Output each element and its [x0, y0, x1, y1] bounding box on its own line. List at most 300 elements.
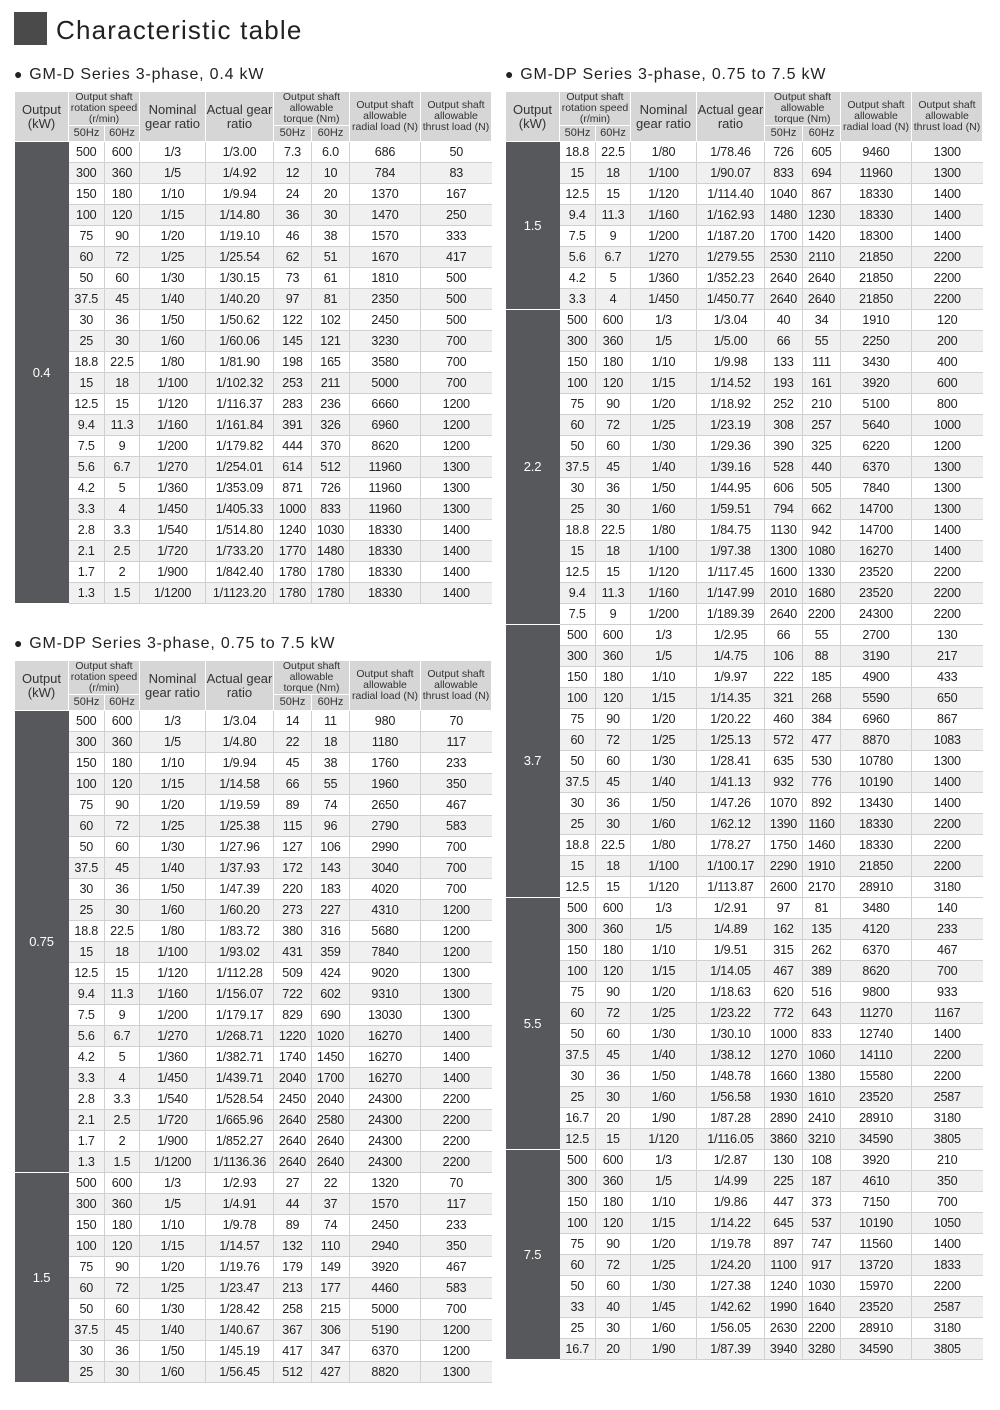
output-kw-cell: 1.5	[506, 142, 560, 310]
torque-60hz-cell: 776	[803, 772, 841, 793]
thrust-load-cell: 2200	[912, 835, 983, 856]
speed-60hz-cell: 72	[596, 730, 631, 751]
torque-60hz-cell: 1160	[803, 814, 841, 835]
speed-60hz-cell: 60	[596, 1024, 631, 1045]
nominal-ratio-cell: 1/160	[631, 583, 697, 604]
thrust-load-cell: 700	[421, 879, 492, 900]
speed-60hz-cell: 4	[105, 499, 140, 520]
thrust-load-cell: 417	[421, 247, 492, 268]
torque-60hz-cell: 110	[312, 1236, 350, 1257]
nominal-ratio-cell: 1/200	[631, 604, 697, 625]
speed-50hz-cell: 7.5	[560, 226, 596, 247]
speed-60hz-cell: 5	[105, 478, 140, 499]
radial-load-cell: 5190	[350, 1320, 421, 1341]
thrust-load-cell: 130	[912, 625, 983, 646]
torque-60hz-cell: 3280	[803, 1339, 841, 1360]
speed-60hz-cell: 4	[105, 1068, 140, 1089]
nominal-ratio-cell: 1/45	[631, 1297, 697, 1318]
radial-load-cell: 21850	[841, 268, 912, 289]
speed-50hz-cell: 5.6	[69, 1026, 105, 1047]
torque-50hz-cell: 115	[274, 816, 312, 837]
speed-50hz-cell: 60	[560, 1003, 596, 1024]
speed-50hz-cell: 25	[560, 1087, 596, 1108]
torque-60hz-cell: 833	[803, 1024, 841, 1045]
header-actual-ratio: Actual gear ratio	[697, 92, 765, 142]
speed-50hz-cell: 3.3	[69, 1068, 105, 1089]
thrust-load-cell: 233	[912, 919, 983, 940]
torque-60hz-cell: 602	[312, 984, 350, 1005]
speed-50hz-cell: 37.5	[560, 1045, 596, 1066]
actual-ratio-cell: 1/27.38	[697, 1276, 765, 1297]
radial-load-cell: 1570	[350, 226, 421, 247]
torque-50hz-cell: 308	[765, 415, 803, 436]
nominal-ratio-cell: 1/80	[140, 352, 206, 373]
radial-load-cell: 9310	[350, 984, 421, 1005]
radial-load-cell: 21850	[841, 289, 912, 310]
speed-50hz-cell: 100	[69, 1236, 105, 1257]
table-row	[15, 1152, 492, 1173]
thrust-load-cell: 700	[912, 961, 983, 982]
speed-50hz-cell: 5.6	[560, 247, 596, 268]
actual-ratio-cell: 1/14.22	[697, 1213, 765, 1234]
actual-ratio-cell: 1/9.86	[697, 1192, 765, 1213]
thrust-load-cell: 1200	[421, 1341, 492, 1362]
torque-50hz-cell: 444	[274, 436, 312, 457]
torque-50hz-cell: 162	[765, 919, 803, 940]
table-row	[15, 1236, 492, 1257]
thrust-load-cell: 1400	[421, 1026, 492, 1047]
speed-60hz-cell: 30	[105, 1362, 140, 1383]
table-row	[506, 1087, 983, 1108]
header-radial-load: Output shaft allowable radial load (N)	[350, 661, 421, 711]
speed-60hz-cell: 36	[596, 793, 631, 814]
torque-60hz-cell: 183	[312, 879, 350, 900]
speed-60hz-cell: 72	[596, 415, 631, 436]
table-row	[506, 856, 983, 877]
table-row	[506, 478, 983, 499]
torque-50hz-cell: 367	[274, 1320, 312, 1341]
speed-50hz-cell: 7.5	[69, 436, 105, 457]
actual-ratio-cell: 1/59.51	[697, 499, 765, 520]
nominal-ratio-cell: 1/90	[631, 1339, 697, 1360]
thrust-load-cell: 1400	[912, 772, 983, 793]
radial-load-cell: 16270	[841, 541, 912, 562]
thrust-load-cell: 1400	[912, 205, 983, 226]
nominal-ratio-cell: 1/3	[631, 898, 697, 919]
speed-50hz-cell: 300	[560, 1171, 596, 1192]
actual-ratio-cell: 1/93.02	[206, 942, 274, 963]
torque-50hz-cell: 2010	[765, 583, 803, 604]
torque-60hz-cell: 38	[312, 226, 350, 247]
section-title-text: GM-DP Series 3-phase, 0.75 to 7.5 kW	[520, 66, 827, 83]
radial-load-cell: 3230	[350, 331, 421, 352]
thrust-load-cell: 1400	[912, 1234, 983, 1255]
actual-ratio-cell: 1/84.75	[697, 520, 765, 541]
header-thrust-load: Output shaft allowable thrust load (N)	[421, 661, 492, 711]
actual-ratio-cell: 1/60.06	[206, 331, 274, 352]
speed-50hz-cell: 300	[69, 163, 105, 184]
nominal-ratio-cell: 1/160	[140, 415, 206, 436]
radial-load-cell: 7840	[350, 942, 421, 963]
torque-60hz-cell: 1780	[312, 583, 350, 604]
actual-ratio-cell: 1/48.78	[697, 1066, 765, 1087]
table-row	[15, 753, 492, 774]
thrust-load-cell: 1400	[912, 184, 983, 205]
speed-60hz-cell: 15	[596, 562, 631, 583]
nominal-ratio-cell: 1/10	[631, 352, 697, 373]
radial-load-cell: 1810	[350, 268, 421, 289]
torque-50hz-cell: 1220	[274, 1026, 312, 1047]
torque-60hz-cell: 74	[312, 1215, 350, 1236]
torque-50hz-cell: 2600	[765, 877, 803, 898]
radial-load-cell: 2650	[350, 795, 421, 816]
actual-ratio-cell: 1/47.26	[697, 793, 765, 814]
nominal-ratio-cell: 1/5	[631, 331, 697, 352]
actual-ratio-cell: 1/97.38	[697, 541, 765, 562]
torque-60hz-cell: 187	[803, 1171, 841, 1192]
speed-50hz-cell: 12.5	[560, 184, 596, 205]
torque-60hz-cell: 2410	[803, 1108, 841, 1129]
speed-50hz-cell: 15	[69, 373, 105, 394]
torque-60hz-cell: 505	[803, 478, 841, 499]
speed-50hz-cell: 18.8	[560, 142, 596, 163]
thrust-load-cell: 867	[912, 709, 983, 730]
torque-50hz-cell: 431	[274, 942, 312, 963]
torque-60hz-cell: 384	[803, 709, 841, 730]
nominal-ratio-cell: 1/3	[140, 142, 206, 163]
speed-60hz-cell: 4	[596, 289, 631, 310]
torque-60hz-cell: 316	[312, 921, 350, 942]
torque-50hz-cell: 273	[274, 900, 312, 921]
speed-50hz-cell: 300	[560, 646, 596, 667]
thrust-load-cell: 467	[421, 795, 492, 816]
actual-ratio-cell: 1/40.20	[206, 289, 274, 310]
table-row	[15, 900, 492, 921]
speed-60hz-cell: 180	[596, 352, 631, 373]
speed-60hz-cell: 90	[596, 1234, 631, 1255]
table-row	[506, 436, 983, 457]
torque-50hz-cell: 2640	[274, 1110, 312, 1131]
torque-50hz-cell: 222	[765, 667, 803, 688]
torque-50hz-cell: 1660	[765, 1066, 803, 1087]
table-row	[15, 163, 492, 184]
radial-load-cell: 6960	[350, 415, 421, 436]
nominal-ratio-cell: 1/200	[631, 226, 697, 247]
speed-60hz-cell: 72	[596, 1255, 631, 1276]
radial-load-cell: 1320	[350, 1173, 421, 1194]
thrust-load-cell: 1400	[421, 562, 492, 583]
nominal-ratio-cell: 1/5	[140, 163, 206, 184]
torque-50hz-cell: 512	[274, 1362, 312, 1383]
torque-60hz-cell: 61	[312, 268, 350, 289]
torque-60hz-cell: 2170	[803, 877, 841, 898]
table-row	[506, 289, 983, 310]
torque-60hz-cell: 537	[803, 1213, 841, 1234]
header-torque-50hz: 50Hz	[274, 695, 312, 711]
header-nominal-ratio: Nominal gear ratio	[140, 92, 206, 142]
nominal-ratio-cell: 1/50	[631, 1066, 697, 1087]
bullet-icon: ●	[14, 635, 24, 651]
nominal-ratio-cell: 1/50	[140, 1341, 206, 1362]
thrust-load-cell: 200	[912, 331, 983, 352]
thrust-load-cell: 1300	[912, 751, 983, 772]
output-kw-cell: 5.5	[506, 898, 560, 1150]
speed-50hz-cell: 37.5	[560, 457, 596, 478]
thrust-load-cell: 700	[912, 1192, 983, 1213]
thrust-load-cell: 2200	[421, 1089, 492, 1110]
speed-50hz-cell: 15	[69, 942, 105, 963]
torque-60hz-cell: 690	[312, 1005, 350, 1026]
thrust-load-cell: 700	[421, 837, 492, 858]
torque-50hz-cell: 620	[765, 982, 803, 1003]
nominal-ratio-cell: 1/100	[631, 541, 697, 562]
speed-60hz-cell: 600	[596, 310, 631, 331]
speed-50hz-cell: 300	[69, 1194, 105, 1215]
speed-60hz-cell: 11.3	[105, 415, 140, 436]
table-row	[15, 1362, 492, 1383]
radial-load-cell: 2940	[350, 1236, 421, 1257]
radial-load-cell: 3480	[841, 898, 912, 919]
torque-50hz-cell: 73	[274, 268, 312, 289]
thrust-load-cell: 1200	[912, 436, 983, 457]
thrust-load-cell: 700	[421, 858, 492, 879]
torque-60hz-cell: 165	[312, 352, 350, 373]
table-row	[15, 520, 492, 541]
torque-50hz-cell: 2890	[765, 1108, 803, 1129]
speed-60hz-cell: 22.5	[105, 921, 140, 942]
torque-60hz-cell: 268	[803, 688, 841, 709]
speed-60hz-cell: 2.5	[105, 1110, 140, 1131]
actual-ratio-cell: 1/78.46	[697, 142, 765, 163]
torque-60hz-cell: 81	[803, 898, 841, 919]
nominal-ratio-cell: 1/200	[140, 1005, 206, 1026]
speed-50hz-cell: 18.8	[560, 835, 596, 856]
torque-60hz-cell: 1680	[803, 583, 841, 604]
actual-ratio-cell: 1/116.37	[206, 394, 274, 415]
nominal-ratio-cell: 1/30	[140, 1299, 206, 1320]
thrust-load-cell: 250	[421, 205, 492, 226]
nominal-ratio-cell: 1/3	[631, 1150, 697, 1171]
torque-60hz-cell: 833	[312, 499, 350, 520]
table-row	[506, 898, 983, 919]
torque-60hz-cell: 440	[803, 457, 841, 478]
actual-ratio-cell: 1/42.62	[697, 1297, 765, 1318]
actual-ratio-cell: 1/4.75	[697, 646, 765, 667]
nominal-ratio-cell: 1/10	[140, 184, 206, 205]
table-row	[506, 268, 983, 289]
radial-load-cell: 11960	[350, 457, 421, 478]
thrust-load-cell: 700	[421, 373, 492, 394]
thrust-load-cell: 70	[421, 1173, 492, 1194]
speed-50hz-cell: 12.5	[560, 877, 596, 898]
torque-50hz-cell: 1740	[274, 1047, 312, 1068]
torque-60hz-cell: 1460	[803, 835, 841, 856]
table-row	[15, 142, 492, 163]
header-speed-50hz: 50Hz	[69, 126, 105, 142]
torque-50hz-cell: 1300	[765, 541, 803, 562]
speed-60hz-cell: 180	[596, 940, 631, 961]
table-row	[506, 1150, 983, 1171]
nominal-ratio-cell: 1/60	[631, 1087, 697, 1108]
nominal-ratio-cell: 1/30	[631, 751, 697, 772]
thrust-load-cell: 2200	[912, 289, 983, 310]
radial-load-cell: 24300	[350, 1089, 421, 1110]
nominal-ratio-cell: 1/30	[631, 1276, 697, 1297]
torque-50hz-cell: 1000	[765, 1024, 803, 1045]
nominal-ratio-cell: 1/25	[140, 247, 206, 268]
speed-60hz-cell: 22.5	[596, 520, 631, 541]
torque-50hz-cell: 106	[765, 646, 803, 667]
actual-ratio-cell: 1/18.92	[697, 394, 765, 415]
torque-50hz-cell: 2640	[765, 268, 803, 289]
torque-50hz-cell: 97	[765, 898, 803, 919]
torque-50hz-cell: 66	[765, 331, 803, 352]
speed-60hz-cell: 6.7	[105, 457, 140, 478]
speed-60hz-cell: 30	[596, 499, 631, 520]
actual-ratio-cell: 1/733.20	[206, 541, 274, 562]
thrust-load-cell: 1300	[912, 457, 983, 478]
torque-50hz-cell: 252	[765, 394, 803, 415]
speed-60hz-cell: 30	[596, 814, 631, 835]
torque-50hz-cell: 213	[274, 1278, 312, 1299]
torque-50hz-cell: 1100	[765, 1255, 803, 1276]
actual-ratio-cell: 1/4.91	[206, 1194, 274, 1215]
speed-50hz-cell: 1.3	[69, 583, 105, 604]
header-torque: Output shaft allowable torque (Nm)	[765, 92, 841, 126]
actual-ratio-cell: 1/5.00	[697, 331, 765, 352]
thrust-load-cell: 1300	[421, 963, 492, 984]
speed-60hz-cell: 45	[596, 457, 631, 478]
torque-50hz-cell: 1930	[765, 1087, 803, 1108]
thrust-load-cell: 467	[421, 1257, 492, 1278]
thrust-load-cell: 117	[421, 1194, 492, 1215]
actual-ratio-cell: 1/9.94	[206, 184, 274, 205]
table-row	[506, 352, 983, 373]
torque-50hz-cell: 14	[274, 711, 312, 732]
radial-load-cell: 5100	[841, 394, 912, 415]
thrust-load-cell: 1200	[421, 415, 492, 436]
speed-60hz-cell: 11.3	[596, 583, 631, 604]
title-square-icon	[14, 12, 47, 45]
nominal-ratio-cell: 1/120	[631, 1129, 697, 1150]
torque-50hz-cell: 179	[274, 1257, 312, 1278]
speed-50hz-cell: 3.3	[69, 499, 105, 520]
torque-50hz-cell: 833	[765, 163, 803, 184]
section-gm-dp-left	[14, 632, 492, 1383]
output-kw-cell: 7.5	[506, 1150, 560, 1360]
torque-60hz-cell: 1700	[312, 1068, 350, 1089]
actual-ratio-cell: 1/14.58	[206, 774, 274, 795]
radial-load-cell: 3580	[350, 352, 421, 373]
speed-50hz-cell: 25	[560, 814, 596, 835]
speed-60hz-cell: 360	[596, 331, 631, 352]
torque-50hz-cell: 253	[274, 373, 312, 394]
header-radial-load: Output shaft allowable radial load (N)	[841, 92, 912, 142]
actual-ratio-cell: 1/116.05	[697, 1129, 765, 1150]
speed-60hz-cell: 36	[596, 1066, 631, 1087]
header-thrust-load: Output shaft allowable thrust load (N)	[421, 92, 492, 142]
thrust-load-cell: 1083	[912, 730, 983, 751]
torque-50hz-cell: 3940	[765, 1339, 803, 1360]
torque-60hz-cell: 149	[312, 1257, 350, 1278]
torque-50hz-cell: 722	[274, 984, 312, 1005]
table-row	[15, 858, 492, 879]
radial-load-cell: 18330	[350, 541, 421, 562]
radial-load-cell: 1470	[350, 205, 421, 226]
radial-load-cell: 13430	[841, 793, 912, 814]
torque-50hz-cell: 417	[274, 1341, 312, 1362]
nominal-ratio-cell: 1/25	[631, 1003, 697, 1024]
actual-ratio-cell: 1/514.80	[206, 520, 274, 541]
thrust-load-cell: 1000	[912, 415, 983, 436]
speed-60hz-cell: 15	[105, 963, 140, 984]
header-speed: Output shaft rotation speed (r/min)	[69, 661, 140, 695]
torque-50hz-cell: 24	[274, 184, 312, 205]
table-row	[15, 289, 492, 310]
speed-60hz-cell: 360	[105, 732, 140, 753]
nominal-ratio-cell: 1/10	[140, 753, 206, 774]
torque-60hz-cell: 1230	[803, 205, 841, 226]
actual-ratio-cell: 1/2.91	[697, 898, 765, 919]
speed-60hz-cell: 30	[596, 1087, 631, 1108]
speed-60hz-cell: 18	[596, 541, 631, 562]
table-row	[15, 1026, 492, 1047]
thrust-load-cell: 1300	[912, 478, 983, 499]
speed-60hz-cell: 1.5	[105, 583, 140, 604]
torque-60hz-cell: 530	[803, 751, 841, 772]
speed-60hz-cell: 90	[596, 709, 631, 730]
table-row	[506, 1297, 983, 1318]
radial-load-cell: 8820	[350, 1362, 421, 1383]
actual-ratio-cell: 1/114.40	[697, 184, 765, 205]
table-row	[15, 310, 492, 331]
nominal-ratio-cell: 1/10	[140, 1215, 206, 1236]
speed-60hz-cell: 600	[105, 711, 140, 732]
torque-60hz-cell: 74	[312, 795, 350, 816]
actual-ratio-cell: 1/2.95	[697, 625, 765, 646]
actual-ratio-cell: 1/1123.20	[206, 583, 274, 604]
nominal-ratio-cell: 1/3	[631, 310, 697, 331]
speed-60hz-cell: 600	[596, 898, 631, 919]
torque-60hz-cell: 1910	[803, 856, 841, 877]
thrust-load-cell: 1400	[912, 226, 983, 247]
actual-ratio-cell: 1/852.27	[206, 1131, 274, 1152]
table-row	[15, 1110, 492, 1131]
radial-load-cell: 4020	[350, 879, 421, 900]
radial-load-cell: 4900	[841, 667, 912, 688]
actual-ratio-cell: 1/14.52	[697, 373, 765, 394]
radial-load-cell: 2350	[350, 289, 421, 310]
actual-ratio-cell: 1/44.95	[697, 478, 765, 499]
speed-60hz-cell: 600	[105, 1173, 140, 1194]
torque-50hz-cell: 897	[765, 1234, 803, 1255]
torque-60hz-cell: 161	[803, 373, 841, 394]
torque-60hz-cell: 135	[803, 919, 841, 940]
radial-load-cell: 18330	[350, 583, 421, 604]
speed-60hz-cell: 120	[596, 688, 631, 709]
speed-60hz-cell: 11.3	[105, 984, 140, 1005]
actual-ratio-cell: 1/62.12	[697, 814, 765, 835]
table-row	[15, 562, 492, 583]
speed-50hz-cell: 4.2	[69, 1047, 105, 1068]
radial-load-cell: 5680	[350, 921, 421, 942]
thrust-load-cell: 2200	[912, 856, 983, 877]
actual-ratio-cell: 1/39.16	[697, 457, 765, 478]
torque-50hz-cell: 645	[765, 1213, 803, 1234]
table-row	[15, 373, 492, 394]
speed-60hz-cell: 360	[596, 919, 631, 940]
speed-60hz-cell: 600	[596, 1150, 631, 1171]
